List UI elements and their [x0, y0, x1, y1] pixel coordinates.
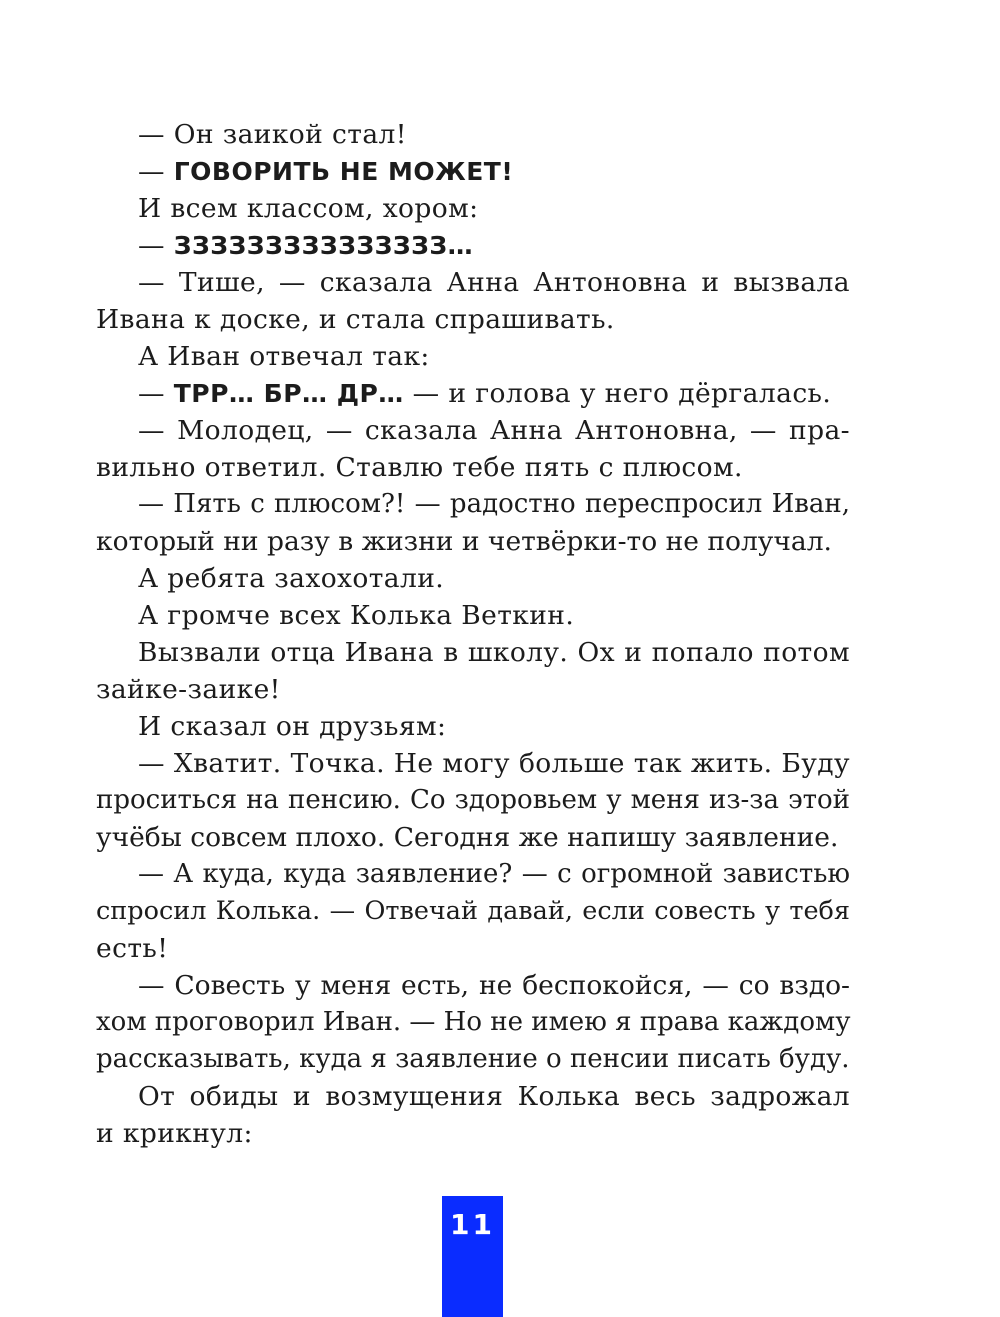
text-line: От обиды и возмущения Колька весь задрожал: [138, 1081, 850, 1112]
text-line: вильно ответил. Ставлю тебе пять с плюсом.: [96, 452, 743, 483]
text-line: рассказывать, куда я заявление о пенсии писать буду.: [96, 1044, 850, 1074]
text-line: А ребята захохотали.: [138, 563, 445, 594]
emphasis-text: ГОВОРИТЬ НЕ МОЖЕТ!: [173, 157, 514, 186]
text-line: проситься на пенсию. Со здоровьем у меня из-за этой: [96, 785, 850, 815]
text-line: спросил Колька. — Отвечай давай, если совесть у тебя: [96, 896, 850, 926]
text-line: есть!: [96, 933, 169, 964]
text-line: А громче всех Колька Веткин.: [138, 600, 575, 631]
text-line: хом проговорил Иван. — Но не имею я права каждому: [96, 1007, 851, 1037]
dash: —: [138, 378, 174, 409]
text-line: И сказал он друзьям:: [138, 711, 447, 742]
text-line: — Молодец, — сказала Анна Антоновна, — пра-: [138, 415, 850, 446]
text-line: Вызвали отца Ивана в школу. Ох и попало потом: [138, 637, 850, 668]
text-line: [96, 375, 850, 412]
page-body-text: [96, 116, 850, 1152]
dash: —: [138, 156, 174, 187]
text-line: учёбы совсем плохо. Сегодня же напишу заявление.: [96, 822, 839, 853]
text-line: И всем классом, хором:: [138, 193, 479, 224]
page-number: 11: [450, 1208, 495, 1241]
text-line: [96, 227, 850, 264]
text-line: зайке-заике!: [96, 674, 281, 705]
text-line: — Он заикой стал!: [138, 119, 407, 150]
emphasis-text: ТРР… БР… ДР…: [173, 379, 404, 408]
dash: —: [138, 230, 174, 261]
text-line: и крикнул:: [96, 1118, 253, 1149]
text-line: — А куда, куда заявление? — с огромной завистью: [138, 859, 850, 889]
text-line: который ни разу в жизни и четвёрки-то не получал.: [96, 526, 832, 557]
text-fragment: — и голова у него дёргалась.: [403, 378, 832, 409]
emphasis-text: ЗЗЗЗЗЗЗЗЗЗЗЗЗЗЗ…: [173, 231, 474, 260]
text-line: — Тише, — сказала Анна Антоновна и вызвала: [138, 267, 850, 298]
text-line: [96, 153, 850, 190]
text-line: Ивана к доске, и стала спрашивать.: [96, 304, 615, 335]
page-number-tab: [442, 1196, 503, 1317]
text-line: — Пять с плюсом?! — радостно переспросил Иван,: [138, 489, 850, 519]
text-line: А Иван отвечал так:: [138, 341, 430, 372]
text-line: — Хватит. Точка. Не могу больше так жить. Буду: [138, 748, 850, 779]
text-line: — Совесть у меня есть, не беспокойся, — со вздо-: [138, 970, 850, 1001]
